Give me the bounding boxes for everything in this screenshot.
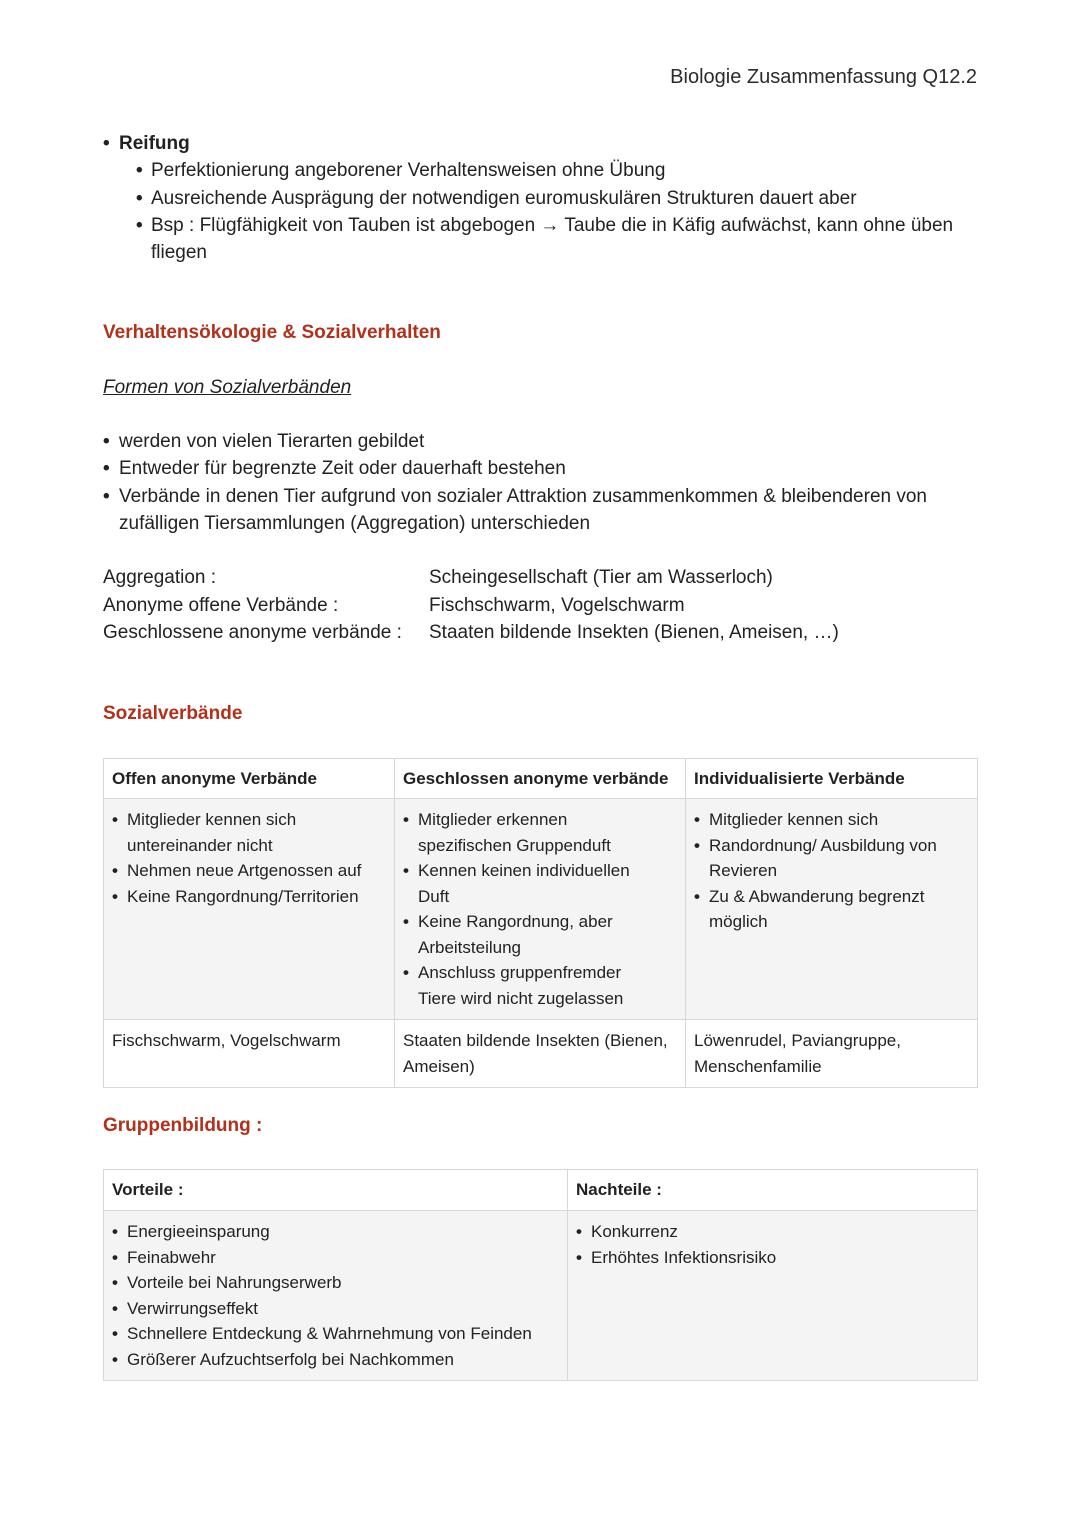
list-item: • Anschluss gruppenfremder Tiere wird nicht zugelassen: [403, 960, 653, 1011]
table-cell: [104, 1211, 568, 1381]
table-header-row: [104, 759, 978, 799]
definition-row: [103, 564, 977, 592]
table-header-cell: Individualisierte Verbände: [686, 759, 978, 799]
table-header-row: [104, 1170, 978, 1211]
reifung-item: [103, 130, 963, 266]
list-item: • Mitglieder erkennen spezifischen Gruppenduft: [403, 807, 653, 858]
reifung-sublist: [136, 157, 963, 266]
table-row: [104, 1211, 978, 1381]
section-heading-gruppenbildung: Gruppenbildung :: [103, 1115, 263, 1136]
reifung-block: [103, 130, 963, 266]
table-cell: [686, 799, 978, 1020]
table-cell: Fischschwarm, Vogelschwarm: [104, 1020, 395, 1088]
table-cell: Staaten bildende Insekten (Bienen, Ameisen): [395, 1020, 686, 1088]
list-item: • Nehmen neue Artgenossen auf: [112, 858, 386, 884]
list-item: • Ausreichende Ausprägung der notwendigen euromuskulären Strukturen dauert aber: [136, 185, 963, 212]
table-cell: Löwenrudel, Paviangruppe, Menschenfamilie: [686, 1020, 978, 1088]
list-item: • Energieeinsparung: [112, 1219, 559, 1245]
table-row: [104, 799, 978, 1020]
table-cell: [568, 1211, 978, 1381]
definition-term: Anonyme offene Verbände :: [103, 594, 339, 616]
section-heading-verhaltensoekologie: Verhaltensökologie & Sozialverhalten: [103, 322, 441, 343]
gruppenbildung-table: [103, 1169, 978, 1381]
definitions-list: [103, 564, 977, 647]
definition-term: Geschlossene anonyme verbände :: [103, 622, 402, 643]
list-item: • Mitglieder kennen sich: [694, 807, 962, 833]
list-item: • Entweder für begrenzte Zeit oder dauerhaft bestehen: [103, 455, 953, 482]
document-title: Biologie Zusammenfassung Q12.2: [670, 66, 977, 88]
list-item: • Feinabwehr: [112, 1245, 559, 1271]
list-item: • Zu & Abwanderung begrenzt möglich: [694, 884, 962, 935]
list-item: • werden von vielen Tierarten gebildet: [103, 428, 953, 455]
table-cell: [395, 799, 686, 1020]
list-item: • Konkurrenz: [576, 1219, 969, 1245]
reifung-list: [103, 130, 963, 266]
list-item: • Erhöhtes Infektionsrisiko: [576, 1245, 969, 1271]
sozialverbaende-table: [103, 758, 978, 1088]
table-header-cell: Nachteile :: [568, 1170, 978, 1211]
section-heading-sozialverbaende: Sozialverbände: [103, 703, 243, 724]
list-item: • Randordnung/ Ausbildung von Revieren: [694, 833, 962, 884]
table-header-cell: Offen anonyme Verbände: [104, 759, 395, 799]
list-item: • Mitglieder kennen sich untereinander nicht: [112, 807, 386, 858]
table-header-cell: Geschlossen anonyme verbände: [395, 759, 686, 799]
list-item: • Bsp : Flügfähigkeit von Tauben ist abgebogen → Taube die in Käfig aufwächst, kann ohne üben fliegen: [136, 212, 961, 267]
list-item: • Größerer Aufzuchtserfolg bei Nachkommen: [112, 1347, 559, 1373]
definition-value: Fischschwarm, Vogelschwarm: [429, 594, 685, 616]
definition-value: Staaten bildende Insekten (Bienen, Ameisen, …): [429, 622, 839, 643]
definition-row: [103, 592, 977, 620]
definition-term: Aggregation :: [103, 567, 217, 588]
list-item: • Verwirrungseffekt: [112, 1296, 559, 1322]
table-header-cell: Vorteile :: [104, 1170, 568, 1211]
list-item: • Schnellere Entdeckung & Wahrnehmung von Feinden: [112, 1321, 559, 1347]
table-cell: [104, 799, 395, 1020]
list-item: • Keine Rangordnung/Territorien: [112, 884, 386, 910]
list-item: • Vorteile bei Nahrungserwerb: [112, 1270, 559, 1296]
list-item: • Verbände in denen Tier aufgrund von sozialer Attraktion zusammenkommen & bleibenderen von zufälligen Tiersammlungen (Aggregation) unterschieden: [103, 483, 953, 538]
table-row: [104, 1020, 978, 1088]
definition-value: Scheingesellschaft (Tier am Wasserloch): [429, 567, 773, 588]
subheading-formen: Formen von Sozialverbänden: [103, 377, 352, 398]
sozialverbaende-bullets: [103, 428, 953, 537]
list-item: • Keine Rangordnung, aber Arbeitsteilung: [403, 909, 653, 960]
list-item: • Kennen keinen individuellen Duft: [403, 858, 653, 909]
list-item: • Perfektionierung angeborener Verhaltensweisen ohne Übung: [136, 157, 963, 184]
reifung-title: Reifung: [119, 133, 190, 154]
definition-row: [103, 619, 977, 647]
